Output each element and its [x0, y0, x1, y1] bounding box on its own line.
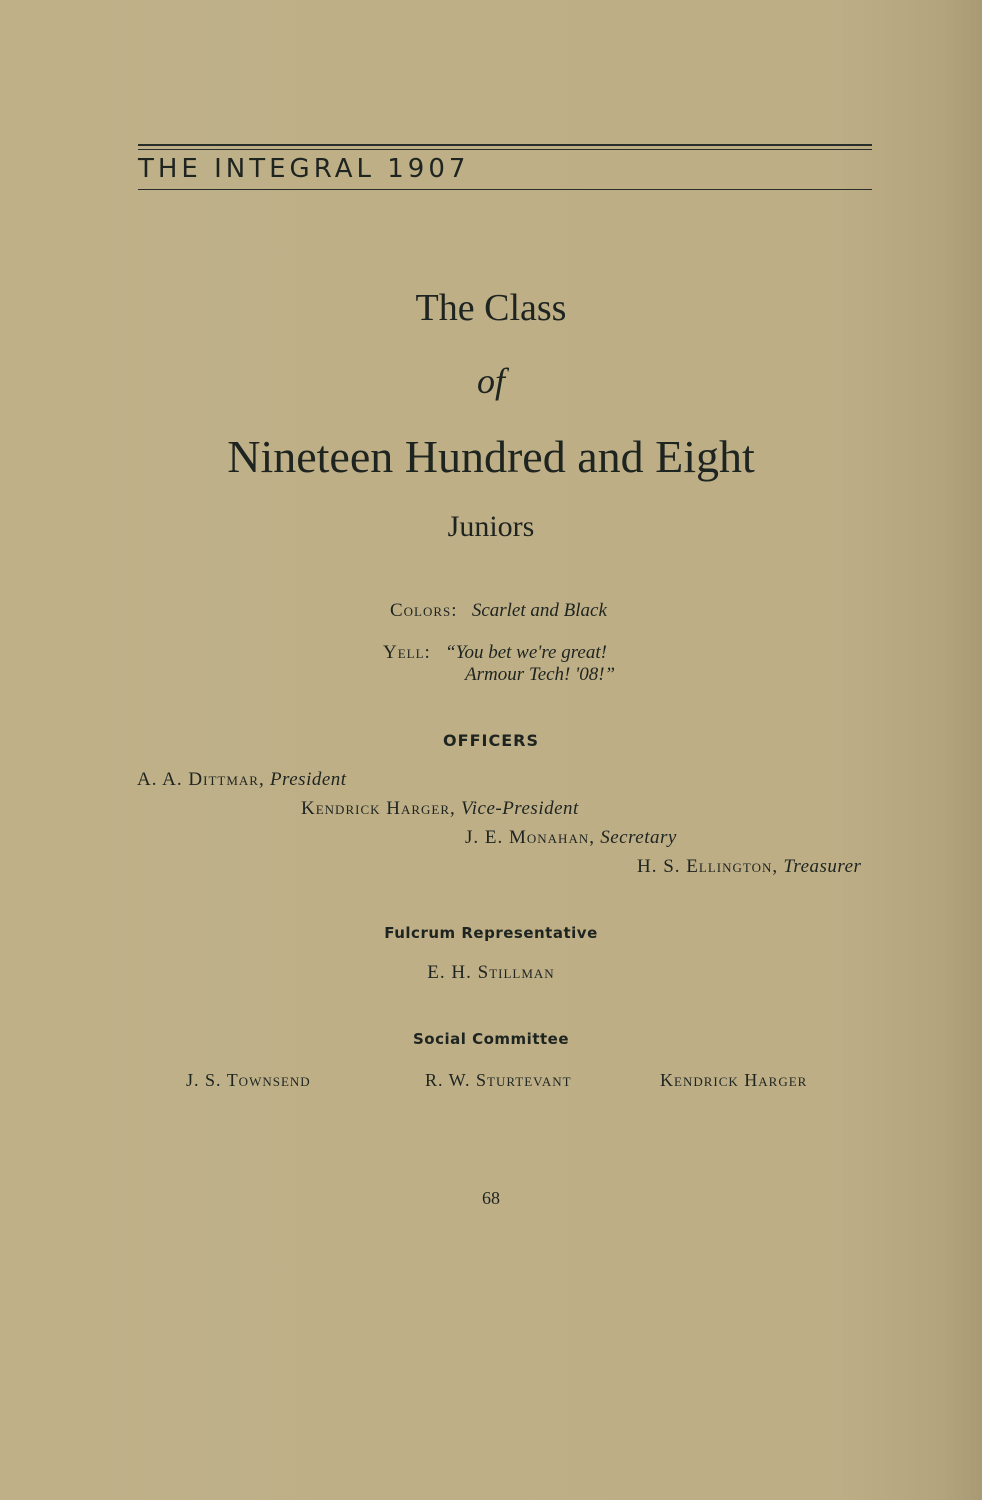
- colors-line: [390, 600, 607, 622]
- yell-text-2: Armour Tech! '08!”: [465, 664, 616, 685]
- committee-member: R. W. Sturtevant: [425, 1070, 572, 1090]
- running-head: THE INTEGRAL 1907: [138, 154, 470, 184]
- yell-label: Yell:: [383, 642, 431, 663]
- fulcrum-heading: Fulcrum Representative: [384, 924, 598, 942]
- officer-president: [137, 769, 347, 791]
- officer-name: H. S. Ellington,: [637, 856, 779, 877]
- officer-secretary: [465, 827, 677, 849]
- yell-text-1: “You bet we're great!: [445, 642, 607, 663]
- committee-member: Kendrick Harger: [660, 1070, 808, 1090]
- page-number: 68: [482, 1188, 500, 1208]
- header-rule-top-thin: [138, 149, 872, 150]
- committee-member: J. S. Townsend: [186, 1070, 311, 1090]
- subtitle: Juniors: [447, 510, 535, 543]
- title-line-1: The Class: [415, 287, 567, 329]
- officer-vice-president: [301, 798, 579, 820]
- title-of: of: [476, 361, 505, 401]
- officer-role: President: [269, 769, 347, 790]
- officer-role: Vice-President: [461, 798, 579, 819]
- officer-treasurer: [637, 856, 861, 878]
- yell-line: [383, 642, 607, 664]
- fulcrum-name: E. H. Stillman: [427, 962, 555, 983]
- colors-value: Scarlet and Black: [471, 600, 607, 621]
- officer-role: Secretary: [600, 827, 677, 848]
- officer-role: Treasurer: [783, 856, 862, 877]
- officer-name: J. E. Monahan,: [465, 827, 595, 848]
- header-rule-bottom: [138, 189, 872, 190]
- officer-name: A. A. Dittmar,: [137, 769, 265, 790]
- title-line-2: Nineteen Hundred and Eight: [227, 431, 755, 482]
- colors-label: Colors:: [390, 600, 458, 621]
- social-committee-heading: Social Committee: [412, 1030, 570, 1048]
- officers-heading: OFFICERS: [443, 731, 539, 750]
- header-rule-top: [138, 144, 872, 146]
- officer-name: Kendrick Harger,: [301, 798, 456, 819]
